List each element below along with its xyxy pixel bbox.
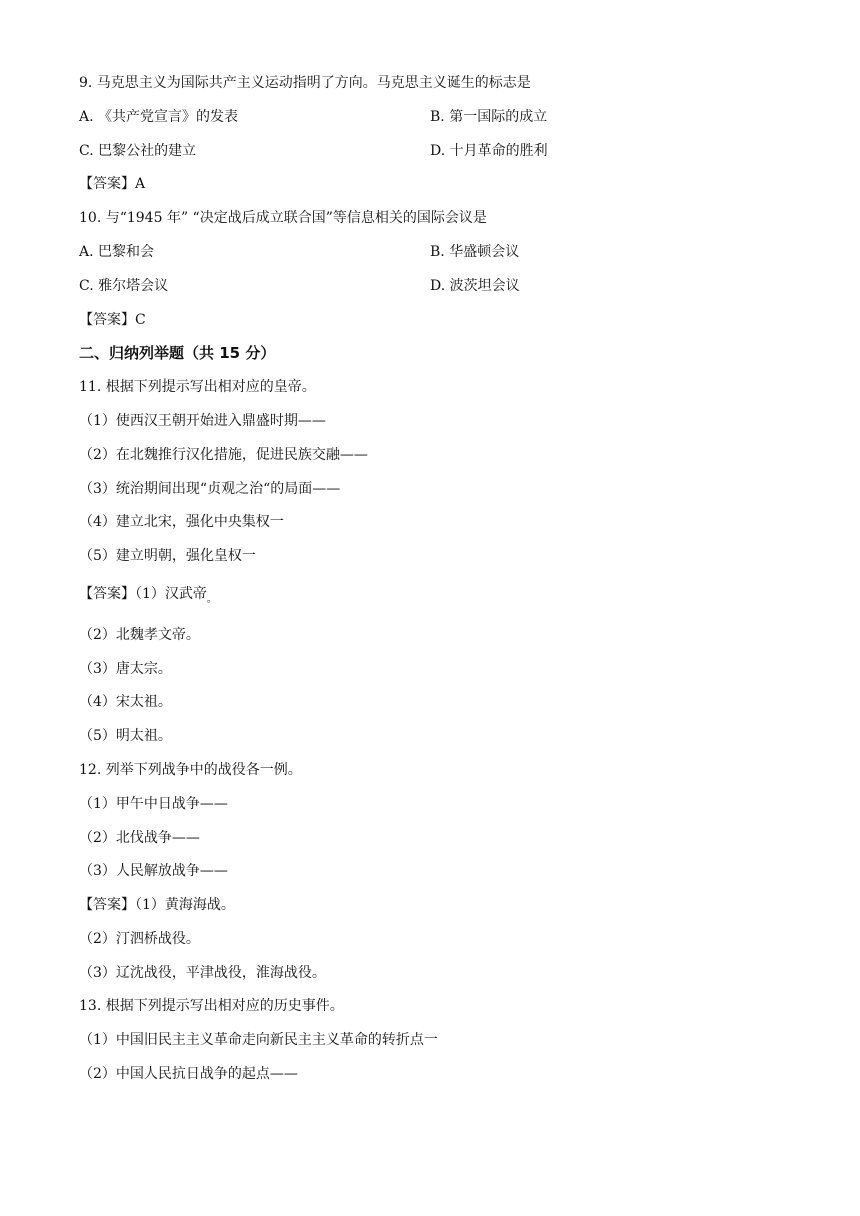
- q12-stem: 12. 列举下列战争中的战役各一例。: [79, 762, 302, 778]
- q9-option-a: A. 《共产党宣言》的发表: [79, 109, 239, 125]
- q12-answer-3: （3）辽沈战役，平津战役，淮海战役。: [79, 965, 326, 981]
- q12-answer-1: （1）黄海海战。: [135, 897, 235, 913]
- q10-option-d: D. 波茨坦会议: [430, 278, 520, 294]
- q11-item-1: （1）使西汉王朝开始进入鼎盛时期——: [79, 413, 326, 429]
- q10-stem: 10. 与“1945 年” “决定战后成立联合国”等信息相关的国际会议是: [79, 210, 487, 226]
- q12-answer-line-1: [79, 895, 235, 915]
- q11-item-5: （5）建立明朝，强化皇权一: [79, 548, 256, 564]
- q11-answer-label: 【答案】: [79, 586, 135, 602]
- q10-option-b: B. 华盛顿会议: [430, 244, 520, 260]
- q9-answer: 【答案】A: [79, 176, 146, 192]
- q13-stem: 13. 根据下列提示写出相对应的历史事件。: [79, 998, 344, 1014]
- q11-stem: 11. 根据下列提示写出相对应的皇帝。: [79, 379, 316, 395]
- q11-answer-1: （1）汉武帝: [135, 586, 207, 602]
- q10-option-c: C. 雅尔塔会议: [79, 278, 169, 294]
- q13-item-2: （2）中国人民抗日战争的起点——: [79, 1066, 298, 1082]
- q11-item-4: （4）建立北宋，强化中央集权一: [79, 514, 284, 530]
- q12-answer-2: （2）汀泗桥战役。: [79, 931, 200, 947]
- q11-answer-3: （3）唐太宗。: [79, 661, 172, 677]
- q11-item-2: （2）在北魏推行汉化措施，促进民族交融——: [79, 447, 368, 463]
- q9-stem: 9. 马克思主义为国际共产主义运动指明了方向。马克思主义诞生的标志是: [79, 75, 531, 91]
- q12-item-3: （3）人民解放战争——: [79, 863, 228, 879]
- q11-answer-line-1: [79, 584, 217, 610]
- q10-answer: 【答案】C: [79, 312, 146, 328]
- q11-item-3: （3）统治期间出现“贞观之治“的局面——: [79, 481, 341, 497]
- q11-answer-2: （2）北魏孝文帝。: [79, 627, 200, 643]
- q9-option-c: C. 巴黎公社的建立: [79, 143, 197, 159]
- q11-answer-1-mark: 。: [206, 594, 217, 605]
- q13-item-1: （1）中国旧民主主义革命走向新民主主义革命的转折点一: [79, 1032, 438, 1048]
- q12-item-1: （1）甲午中日战争——: [79, 796, 228, 812]
- q9-option-b: B. 第一国际的成立: [430, 109, 548, 125]
- q12-item-2: （2）北伐战争——: [79, 830, 200, 846]
- q11-answer-5: （5）明太祖。: [79, 728, 172, 744]
- q9-option-d: D. 十月革命的胜利: [430, 143, 548, 159]
- q11-answer-4: （4）宋太祖。: [79, 694, 172, 710]
- q10-option-a: A. 巴黎和会: [79, 244, 155, 260]
- q12-answer-label: 【答案】: [79, 897, 135, 913]
- section-heading: 二、归纳列举题（共 15 分）: [79, 344, 276, 362]
